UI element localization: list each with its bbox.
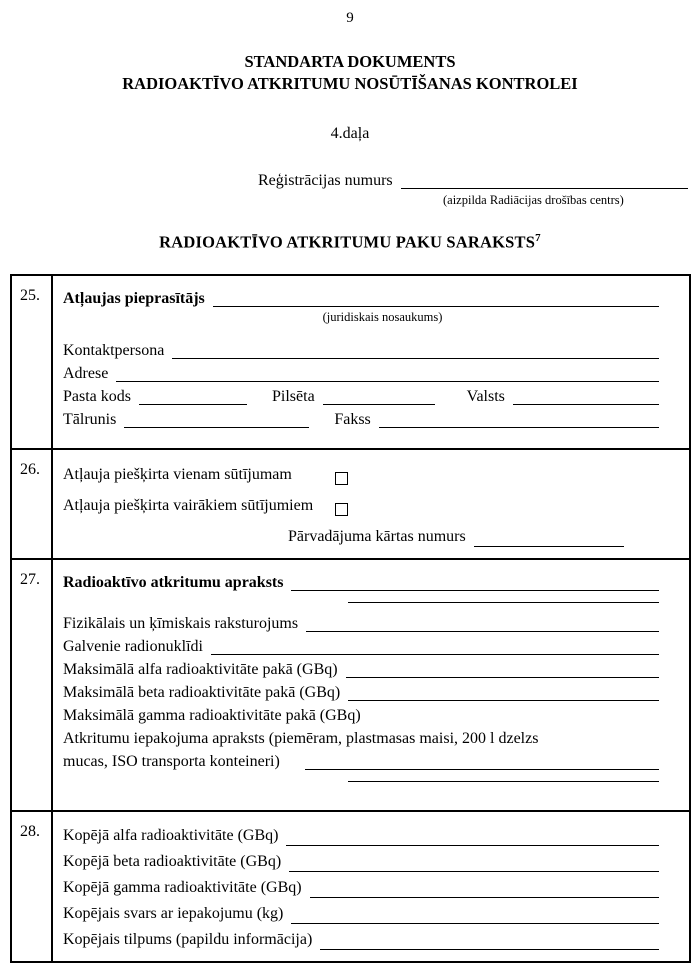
row-27-content [53, 560, 689, 810]
applicant-note: (juridiskais nosaukums) [322, 309, 443, 324]
single-shipment-label: Atļauja piešķirta vienam sūtījumam [63, 465, 292, 483]
max-alpha-label: Maksimālā alfa radioaktivitāte pakā (GBq) [63, 660, 338, 678]
total-gamma-label: Kopējā gamma radioaktivitāte (GBq) [63, 878, 302, 896]
document-title [0, 51, 700, 95]
registration-number-label: Reģistrācijas numurs [258, 172, 393, 189]
applicant-label: Atļaujas pieprasītājs [63, 289, 205, 307]
section-title-text: RADIOAKTĪVO ATKRITUMU PAKU SARAKSTS [159, 232, 536, 252]
max-alpha-line [63, 658, 659, 681]
packaging-field [305, 769, 659, 770]
document-title-line2: RADIOAKTĪVO ATKRITUMU NOSŪTĪŠANAS KONTROLEI [122, 74, 578, 93]
physical-chemical-field [306, 631, 659, 632]
total-volume-label: Kopējais tilpums (papildu informācija) [63, 930, 313, 948]
phone-field [124, 427, 309, 428]
registration-note: (aizpilda Radiācijas drošības centrs) [443, 193, 624, 207]
table-row-25 [12, 276, 689, 450]
applicant-line [63, 287, 659, 310]
contact-field [172, 358, 659, 359]
city-field [323, 404, 435, 405]
fax-field [379, 427, 659, 428]
transport-number-field [474, 546, 624, 547]
row-27-number: 27. [12, 560, 53, 810]
total-alpha-label: Kopējā alfa radioaktivitāte (GBq) [63, 826, 279, 844]
row-26-number: 26. [12, 450, 53, 558]
total-alpha-line [63, 823, 659, 849]
total-volume-field [320, 949, 659, 950]
packaging-label-line2: mucas, ISO transporta konteineri) [63, 752, 280, 770]
max-beta-field [348, 700, 659, 701]
total-beta-field [289, 871, 659, 872]
total-weight-field [291, 923, 659, 924]
row-26-content [53, 450, 689, 558]
phone-label: Tālrunis [63, 410, 117, 428]
max-gamma-line [63, 704, 659, 727]
transport-number-label: Pārvadājuma kārtas numurs [288, 527, 466, 545]
radionuclides-line [63, 635, 659, 658]
country-field [513, 404, 659, 405]
physical-chemical-label: Fizikālais un ķīmiskais raksturojums [63, 614, 299, 632]
radionuclides-field [211, 654, 659, 655]
packaging-label-line1: Atkritumu iepakojuma apraksts (piemēram, plastmasas maisi, 200 l dzelzs [63, 729, 539, 747]
postal-city-country-line [63, 385, 659, 408]
page-number: 9 [346, 10, 354, 26]
total-weight-label: Kopējais svars ar iepakojumu (kg) [63, 904, 284, 922]
max-gamma-label: Maksimālā gamma radioaktivitāte pakā (GBq) [63, 706, 361, 724]
table-row-28 [12, 812, 689, 961]
total-volume-line [63, 927, 659, 953]
max-beta-label: Maksimālā beta radioaktivitāte pakā (GBq) [63, 683, 341, 701]
packaging-line-2 [63, 750, 659, 773]
waste-description-label: Radioaktīvo atkritumu apraksts [63, 573, 284, 591]
total-gamma-line [63, 875, 659, 901]
max-beta-line [63, 681, 659, 704]
registration-number-line [258, 169, 688, 192]
footnote-reference: 7 [535, 232, 541, 244]
total-beta-label: Kopējā beta radioaktivitāte (GBq) [63, 852, 282, 870]
total-beta-line [63, 849, 659, 875]
form-table [10, 274, 691, 963]
multiple-shipments-line [63, 492, 659, 519]
contact-label: Kontaktpersona [63, 341, 165, 359]
table-row-27 [12, 560, 689, 812]
city-label: Pilsēta [272, 387, 315, 405]
multiple-shipments-checkbox [335, 503, 348, 516]
applicant-name-field [213, 306, 659, 307]
registration-number-field [401, 188, 688, 189]
address-line [63, 362, 659, 385]
total-gamma-field [310, 897, 659, 898]
phone-fax-line [63, 408, 659, 431]
waste-description-field [291, 590, 659, 591]
total-weight-line [63, 901, 659, 927]
waste-description-line [63, 571, 659, 594]
total-alpha-field [286, 845, 659, 846]
postal-code-field [139, 404, 247, 405]
packaging-extra-line [63, 781, 659, 785]
waste-description-extra-field [348, 602, 659, 603]
address-label: Adrese [63, 364, 109, 382]
country-label: Valsts [466, 387, 505, 405]
max-alpha-field [346, 677, 659, 678]
address-field [116, 381, 659, 382]
packaging-line-1 [63, 727, 659, 750]
single-shipment-line [63, 461, 659, 488]
row-28-number: 28. [12, 812, 53, 961]
row-25-number: 25. [12, 276, 53, 448]
table-row-26 [12, 450, 689, 560]
multiple-shipments-label: Atļauja piešķirta vairākiem sūtījumiem [63, 496, 314, 514]
physical-chemical-line [63, 612, 659, 635]
postal-code-label: Pasta kods [63, 387, 131, 405]
row-25-content [53, 276, 689, 448]
row-28-content [53, 812, 689, 961]
fax-label: Fakss [334, 410, 371, 428]
transport-number-line [288, 523, 659, 550]
radionuclides-label: Galvenie radionuklīdi [63, 637, 203, 655]
document-title-line1: STANDARTA DOKUMENTS [244, 52, 456, 71]
packaging-extra-field [348, 781, 659, 782]
single-shipment-checkbox [335, 472, 348, 485]
part-label: 4.daļa [330, 125, 370, 142]
contact-line [63, 339, 659, 362]
section-title [0, 232, 700, 253]
